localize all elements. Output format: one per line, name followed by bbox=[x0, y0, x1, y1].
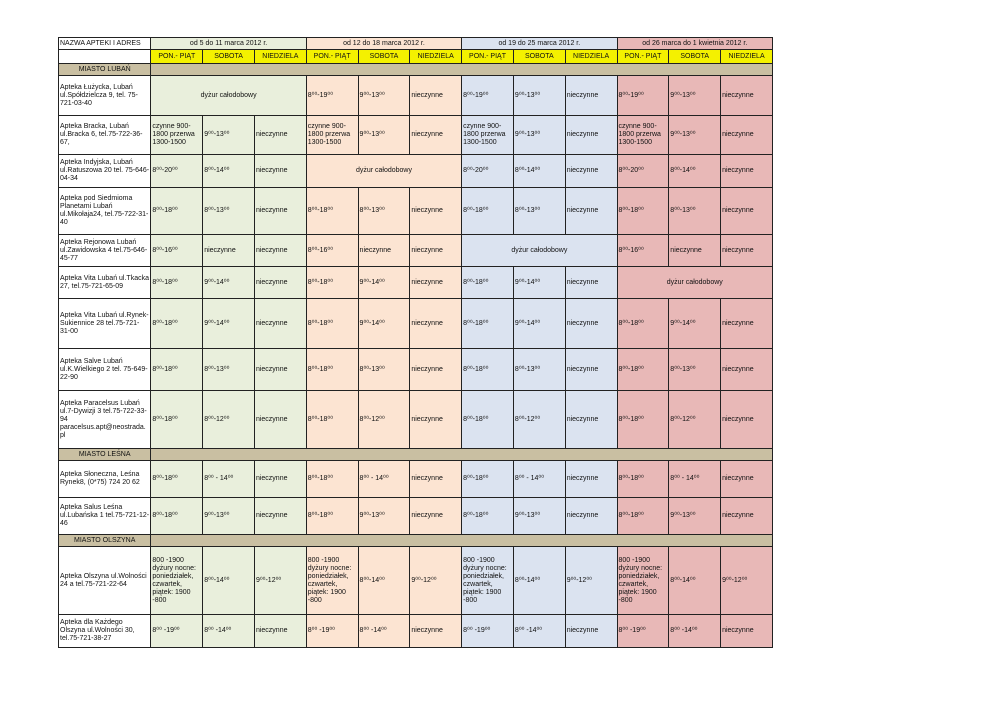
week-1-header: od 5 do 11 marca 2012 r. bbox=[151, 38, 306, 50]
hours-saturday-cell: 8⁰⁰-14⁰⁰ bbox=[203, 547, 255, 615]
hours-weekdays-cell: 8⁰⁰-18⁰⁰ bbox=[151, 349, 203, 391]
hours-sunday-cell: nieczynne bbox=[254, 349, 306, 391]
hours-sunday-cell: nieczynne bbox=[410, 391, 462, 449]
hours-sunday-cell: nieczynne bbox=[721, 188, 773, 235]
day-header-saturday: SOBOTA bbox=[358, 50, 410, 64]
hours-saturday-cell: 8⁰⁰-13⁰⁰ bbox=[513, 188, 565, 235]
hours-saturday-cell: 8⁰⁰-13⁰⁰ bbox=[669, 188, 721, 235]
week-4-header: od 26 marca do 1 kwietnia 2012 r. bbox=[617, 38, 772, 50]
hours-sunday-cell: nieczynne bbox=[410, 235, 462, 267]
hours-saturday-cell: 8⁰⁰ - 14⁰⁰ bbox=[669, 461, 721, 498]
hours-sunday-cell: nieczynne bbox=[254, 188, 306, 235]
city-section-row bbox=[59, 449, 773, 461]
hours-weekdays-cell: 8⁰⁰-19⁰⁰ bbox=[306, 76, 358, 116]
hours-saturday-cell: 9⁰⁰-13⁰⁰ bbox=[669, 76, 721, 116]
hours-saturday-cell: 8⁰⁰-13⁰⁰ bbox=[669, 349, 721, 391]
hours-sunday-cell: nieczynne bbox=[565, 155, 617, 188]
hours-saturday-cell: 8⁰⁰-13⁰⁰ bbox=[358, 188, 410, 235]
pharmacy-name-address: Apteka Vita Lubań ul.Tkacka 27, tel.75-721-65-09 bbox=[59, 267, 151, 299]
pharmacy-name-address: Apteka Łużycka, Lubań ul.Spółdzielcza 9, tel. 75-721-03-40 bbox=[59, 76, 151, 116]
hours-sunday-cell: nieczynne bbox=[721, 299, 773, 349]
pharmacy-row bbox=[59, 391, 773, 449]
duty-24h-cell: dyżur całodobowy bbox=[306, 155, 461, 188]
hours-saturday-cell: 8⁰⁰-13⁰⁰ bbox=[358, 349, 410, 391]
hours-sunday-cell: nieczynne bbox=[721, 76, 773, 116]
hours-weekdays-cell: 8⁰⁰-18⁰⁰ bbox=[617, 349, 669, 391]
hours-saturday-cell: 9⁰⁰-13⁰⁰ bbox=[513, 498, 565, 535]
city-name: MIASTO LUBAŃ bbox=[59, 64, 151, 76]
day-header-weekdays: PON.- PIĄT bbox=[617, 50, 669, 64]
hours-saturday-cell: 8⁰⁰-14⁰⁰ bbox=[358, 547, 410, 615]
hours-weekdays-cell: 8⁰⁰-18⁰⁰ bbox=[617, 461, 669, 498]
hours-weekdays-cell: 8⁰⁰-18⁰⁰ bbox=[462, 461, 514, 498]
hours-weekdays-cell: 8⁰⁰-18⁰⁰ bbox=[462, 498, 514, 535]
hours-sunday-cell: nieczynne bbox=[565, 76, 617, 116]
city-row-filler bbox=[151, 535, 773, 547]
hours-sunday-cell: nieczynne bbox=[410, 267, 462, 299]
hours-sunday-cell: nieczynne bbox=[410, 116, 462, 155]
week-2-header: od 12 do 18 marca 2012 r. bbox=[306, 38, 461, 50]
hours-sunday-cell: nieczynne bbox=[410, 188, 462, 235]
blank-header-cell bbox=[59, 50, 151, 64]
hours-saturday-cell: 8⁰⁰ - 14⁰⁰ bbox=[513, 461, 565, 498]
hours-saturday-cell: 8⁰⁰-13⁰⁰ bbox=[513, 349, 565, 391]
day-header-sunday: NIEDZIELA bbox=[254, 50, 306, 64]
pharmacy-row bbox=[59, 461, 773, 498]
hours-saturday-cell: 8⁰⁰ -14⁰⁰ bbox=[358, 615, 410, 648]
pharmacy-name-address: Apteka Salus Leśna ul.Lubańska 1 tel.75-721-12-46 bbox=[59, 498, 151, 535]
city-row-filler bbox=[151, 449, 773, 461]
pharmacy-name-address: Apteka Vita Lubań ul.Rynek- Sukiennice 28 tel.75-721-31-00 bbox=[59, 299, 151, 349]
hours-weekdays-cell: 8⁰⁰-20⁰⁰ bbox=[617, 155, 669, 188]
day-header-saturday: SOBOTA bbox=[669, 50, 721, 64]
hours-weekdays-cell: 8⁰⁰-16⁰⁰ bbox=[151, 235, 203, 267]
hours-saturday-cell: 8⁰⁰-12⁰⁰ bbox=[513, 391, 565, 449]
hours-weekdays-cell: 8⁰⁰-18⁰⁰ bbox=[151, 188, 203, 235]
hours-sunday-cell: nieczynne bbox=[721, 155, 773, 188]
hours-sunday-cell: nieczynne bbox=[565, 498, 617, 535]
hours-sunday-cell: nieczynne bbox=[410, 498, 462, 535]
hours-sunday-cell: nieczynne bbox=[410, 349, 462, 391]
hours-saturday-cell: 8⁰⁰-13⁰⁰ bbox=[203, 188, 255, 235]
hours-sunday-cell: nieczynne bbox=[410, 299, 462, 349]
hours-weekdays-cell: 8⁰⁰-18⁰⁰ bbox=[617, 498, 669, 535]
hours-weekdays-cell: 8⁰⁰-18⁰⁰ bbox=[306, 498, 358, 535]
pharmacy-row bbox=[59, 547, 773, 615]
hours-sunday-cell: nieczynne bbox=[410, 461, 462, 498]
pharmacy-name-address: Apteka Rejonowa Lubań ul.Zawidowska 4 tel.75-646-45-77 bbox=[59, 235, 151, 267]
day-header-weekdays: PON.- PIĄT bbox=[151, 50, 203, 64]
hours-sunday-cell: nieczynne bbox=[254, 461, 306, 498]
hours-weekdays-cell: czynne 900-1800 przerwa 1300-1500 bbox=[151, 116, 203, 155]
city-name: MIASTO OLSZYNA bbox=[59, 535, 151, 547]
name-column-header: NAZWA APTEKI I ADRES bbox=[59, 38, 151, 50]
hours-weekdays-cell: 8⁰⁰-18⁰⁰ bbox=[462, 349, 514, 391]
hours-weekdays-cell: 8⁰⁰ -19⁰⁰ bbox=[462, 615, 514, 648]
pharmacy-row bbox=[59, 267, 773, 299]
schedule-table bbox=[58, 37, 773, 648]
hours-weekdays-cell: czynne 900-1800 przerwa 1300-1500 bbox=[617, 116, 669, 155]
hours-sunday-cell: 9⁰⁰-12⁰⁰ bbox=[410, 547, 462, 615]
day-header-sunday: NIEDZIELA bbox=[565, 50, 617, 64]
hours-saturday-cell: 9⁰⁰-13⁰⁰ bbox=[358, 498, 410, 535]
hours-sunday-cell: nieczynne bbox=[721, 615, 773, 648]
day-header-saturday: SOBOTA bbox=[203, 50, 255, 64]
pharmacy-row bbox=[59, 498, 773, 535]
hours-weekdays-cell: 8⁰⁰-18⁰⁰ bbox=[306, 299, 358, 349]
hours-sunday-cell: nieczynne bbox=[721, 461, 773, 498]
duty-24h-cell: dyżur całodobowy bbox=[462, 235, 617, 267]
hours-weekdays-cell: 8⁰⁰-18⁰⁰ bbox=[617, 299, 669, 349]
hours-saturday-cell: 8⁰⁰-14⁰⁰ bbox=[669, 155, 721, 188]
hours-sunday-cell: nieczynne bbox=[565, 267, 617, 299]
hours-sunday-cell: nieczynne bbox=[410, 76, 462, 116]
hours-sunday-cell: nieczynne bbox=[565, 188, 617, 235]
day-header-weekdays: PON.- PIĄT bbox=[306, 50, 358, 64]
pharmacy-row bbox=[59, 116, 773, 155]
pharmacy-row bbox=[59, 615, 773, 648]
hours-saturday-cell: 8⁰⁰ - 14⁰⁰ bbox=[358, 461, 410, 498]
hours-saturday-cell: 8⁰⁰-14⁰⁰ bbox=[203, 155, 255, 188]
hours-saturday-cell: 9⁰⁰-14⁰⁰ bbox=[513, 299, 565, 349]
pharmacy-row bbox=[59, 349, 773, 391]
hours-weekdays-cell: 800 -1900 dyżury nocne: poniedziałek, czwartek, piątek: 1900 -800 bbox=[462, 547, 514, 615]
hours-weekdays-cell: 800 -1900 dyżury nocne: poniedziałek, czwartek, piątek: 1900 -800 bbox=[617, 547, 669, 615]
hours-weekdays-cell: 8⁰⁰-18⁰⁰ bbox=[306, 461, 358, 498]
hours-sunday-cell: nieczynne bbox=[565, 299, 617, 349]
hours-saturday-cell: 8⁰⁰ - 14⁰⁰ bbox=[203, 461, 255, 498]
hours-weekdays-cell: 8⁰⁰-20⁰⁰ bbox=[462, 155, 514, 188]
hours-saturday-cell: 8⁰⁰-12⁰⁰ bbox=[669, 391, 721, 449]
hours-saturday-cell: nieczynne bbox=[358, 235, 410, 267]
hours-weekdays-cell: czynne 900-1800 przerwa 1300-1500 bbox=[462, 116, 514, 155]
hours-saturday-cell: 9⁰⁰-14⁰⁰ bbox=[203, 267, 255, 299]
hours-saturday-cell: 9⁰⁰-13⁰⁰ bbox=[203, 498, 255, 535]
hours-weekdays-cell: 8⁰⁰-19⁰⁰ bbox=[462, 76, 514, 116]
hours-sunday-cell: nieczynne bbox=[254, 299, 306, 349]
hours-weekdays-cell: 8⁰⁰-18⁰⁰ bbox=[151, 461, 203, 498]
hours-sunday-cell: nieczynne bbox=[254, 615, 306, 648]
hours-saturday-cell: 8⁰⁰-13⁰⁰ bbox=[203, 349, 255, 391]
hours-sunday-cell: nieczynne bbox=[254, 235, 306, 267]
hours-sunday-cell: 9⁰⁰-12⁰⁰ bbox=[721, 547, 773, 615]
pharmacy-row bbox=[59, 155, 773, 188]
day-header-sunday: NIEDZIELA bbox=[721, 50, 773, 64]
hours-weekdays-cell: 8⁰⁰-18⁰⁰ bbox=[306, 188, 358, 235]
pharmacy-name-address: Apteka Olszyna ul.Wolności 24 a tel.75-721-22-64 bbox=[59, 547, 151, 615]
hours-saturday-cell: 9⁰⁰-14⁰⁰ bbox=[358, 299, 410, 349]
hours-sunday-cell: 9⁰⁰-12⁰⁰ bbox=[565, 547, 617, 615]
hours-saturday-cell: 9⁰⁰-14⁰⁰ bbox=[669, 299, 721, 349]
schedule-body bbox=[59, 64, 773, 648]
hours-weekdays-cell: 8⁰⁰-18⁰⁰ bbox=[462, 299, 514, 349]
hours-saturday-cell: 8⁰⁰-14⁰⁰ bbox=[669, 547, 721, 615]
hours-weekdays-cell: 8⁰⁰-18⁰⁰ bbox=[306, 391, 358, 449]
hours-sunday-cell: nieczynne bbox=[721, 349, 773, 391]
hours-saturday-cell: 9⁰⁰-13⁰⁰ bbox=[513, 116, 565, 155]
hours-weekdays-cell: 800 -1900 dyżury nocne: poniedziałek, czwartek, piątek: 1900 -800 bbox=[151, 547, 203, 615]
pharmacy-row bbox=[59, 76, 773, 116]
hours-sunday-cell: nieczynne bbox=[721, 391, 773, 449]
day-header-saturday: SOBOTA bbox=[513, 50, 565, 64]
hours-weekdays-cell: 8⁰⁰-18⁰⁰ bbox=[151, 498, 203, 535]
hours-weekdays-cell: 8⁰⁰-18⁰⁰ bbox=[462, 188, 514, 235]
hours-saturday-cell: 9⁰⁰-13⁰⁰ bbox=[513, 76, 565, 116]
hours-saturday-cell: 9⁰⁰-13⁰⁰ bbox=[358, 116, 410, 155]
hours-saturday-cell: 8⁰⁰-14⁰⁰ bbox=[513, 155, 565, 188]
pharmacy-name-address: Apteka Słoneczna, Leśna Rynek8, (0*75) 724 20 62 bbox=[59, 461, 151, 498]
hours-saturday-cell: 9⁰⁰-13⁰⁰ bbox=[203, 116, 255, 155]
pharmacy-name-address: Apteka dla Każdego Olszyna ul.Wolności 30, tel.75-721-38-27 bbox=[59, 615, 151, 648]
hours-saturday-cell: nieczynne bbox=[203, 235, 255, 267]
duty-24h-cell: dyżur całodobowy bbox=[617, 267, 772, 299]
duty-24h-cell: dyżur całodobowy bbox=[151, 76, 306, 116]
hours-sunday-cell: 9⁰⁰-12⁰⁰ bbox=[254, 547, 306, 615]
hours-weekdays-cell: 8⁰⁰-20⁰⁰ bbox=[151, 155, 203, 188]
hours-sunday-cell: nieczynne bbox=[565, 349, 617, 391]
hours-saturday-cell: 8⁰⁰-12⁰⁰ bbox=[358, 391, 410, 449]
hours-weekdays-cell: 8⁰⁰ -19⁰⁰ bbox=[306, 615, 358, 648]
hours-weekdays-cell: 8⁰⁰-18⁰⁰ bbox=[617, 391, 669, 449]
hours-saturday-cell: 8⁰⁰-12⁰⁰ bbox=[203, 391, 255, 449]
week-header-row bbox=[59, 38, 773, 50]
hours-sunday-cell: nieczynne bbox=[254, 391, 306, 449]
city-section-row bbox=[59, 64, 773, 76]
pharmacy-row bbox=[59, 188, 773, 235]
hours-sunday-cell: nieczynne bbox=[721, 116, 773, 155]
hours-sunday-cell: nieczynne bbox=[254, 116, 306, 155]
hours-weekdays-cell: 8⁰⁰-19⁰⁰ bbox=[617, 76, 669, 116]
hours-weekdays-cell: 8⁰⁰-18⁰⁰ bbox=[151, 267, 203, 299]
hours-weekdays-cell: 800 -1900 dyżury nocne: poniedziałek, czwartek, piątek: 1900 -800 bbox=[306, 547, 358, 615]
pharmacy-row bbox=[59, 299, 773, 349]
hours-sunday-cell: nieczynne bbox=[254, 267, 306, 299]
hours-saturday-cell: 9⁰⁰-14⁰⁰ bbox=[203, 299, 255, 349]
hours-weekdays-cell: czynne 900-1800 przerwa 1300-1500 bbox=[306, 116, 358, 155]
hours-saturday-cell: 9⁰⁰-14⁰⁰ bbox=[358, 267, 410, 299]
city-row-filler bbox=[151, 64, 773, 76]
hours-weekdays-cell: 8⁰⁰-16⁰⁰ bbox=[617, 235, 669, 267]
hours-weekdays-cell: 8⁰⁰-16⁰⁰ bbox=[306, 235, 358, 267]
hours-saturday-cell: 9⁰⁰-13⁰⁰ bbox=[669, 116, 721, 155]
hours-weekdays-cell: 8⁰⁰-18⁰⁰ bbox=[151, 391, 203, 449]
hours-weekdays-cell: 8⁰⁰-18⁰⁰ bbox=[306, 267, 358, 299]
hours-sunday-cell: nieczynne bbox=[254, 155, 306, 188]
hours-saturday-cell: 9⁰⁰-13⁰⁰ bbox=[358, 76, 410, 116]
hours-saturday-cell: 9⁰⁰-13⁰⁰ bbox=[669, 498, 721, 535]
hours-saturday-cell: 8⁰⁰-14⁰⁰ bbox=[513, 547, 565, 615]
hours-sunday-cell: nieczynne bbox=[565, 615, 617, 648]
day-header-sunday: NIEDZIELA bbox=[410, 50, 462, 64]
hours-saturday-cell: 8⁰⁰ -14⁰⁰ bbox=[513, 615, 565, 648]
pharmacy-name-address: Apteka Paracelsus Lubań ul.7-Dywizji 3 tel.75-722-33-94 paracelsus.apt@neostrada.pl bbox=[59, 391, 151, 449]
pharmacy-name-address: Apteka pod Siedmioma Planetami Lubań ul.Mikołaja24, tel.75-722-31-40 bbox=[59, 188, 151, 235]
pharmacy-row bbox=[59, 235, 773, 267]
hours-weekdays-cell: 8⁰⁰-18⁰⁰ bbox=[617, 188, 669, 235]
hours-sunday-cell: nieczynne bbox=[565, 461, 617, 498]
hours-weekdays-cell: 8⁰⁰ -19⁰⁰ bbox=[151, 615, 203, 648]
hours-sunday-cell: nieczynne bbox=[565, 391, 617, 449]
hours-weekdays-cell: 8⁰⁰ -19⁰⁰ bbox=[617, 615, 669, 648]
hours-weekdays-cell: 8⁰⁰-18⁰⁰ bbox=[151, 299, 203, 349]
hours-sunday-cell: nieczynne bbox=[721, 498, 773, 535]
hours-saturday-cell: 8⁰⁰ -14⁰⁰ bbox=[203, 615, 255, 648]
hours-sunday-cell: nieczynne bbox=[254, 498, 306, 535]
day-header-weekdays: PON.- PIĄT bbox=[462, 50, 514, 64]
hours-sunday-cell: nieczynne bbox=[721, 235, 773, 267]
pharmacy-name-address: Apteka Salve Lubań ul.K.Wielkiego 2 tel. 75-649-22-90 bbox=[59, 349, 151, 391]
day-header-row bbox=[59, 50, 773, 64]
city-name: MIASTO LEŚNA bbox=[59, 449, 151, 461]
hours-saturday-cell: 8⁰⁰ -14⁰⁰ bbox=[669, 615, 721, 648]
hours-sunday-cell: nieczynne bbox=[410, 615, 462, 648]
week-3-header: od 19 do 25 marca 2012 r. bbox=[462, 38, 617, 50]
hours-weekdays-cell: 8⁰⁰-18⁰⁰ bbox=[306, 349, 358, 391]
hours-sunday-cell: nieczynne bbox=[565, 116, 617, 155]
hours-weekdays-cell: 8⁰⁰-18⁰⁰ bbox=[462, 391, 514, 449]
city-section-row bbox=[59, 535, 773, 547]
pharmacy-name-address: Apteka Indyjska, Lubań ul.Ratuszowa 20 tel. 75-646-04-34 bbox=[59, 155, 151, 188]
hours-saturday-cell: nieczynne bbox=[669, 235, 721, 267]
hours-weekdays-cell: 8⁰⁰-18⁰⁰ bbox=[462, 267, 514, 299]
hours-saturday-cell: 9⁰⁰-14⁰⁰ bbox=[513, 267, 565, 299]
pharmacy-name-address: Apteka Bracka, Lubań ul.Bracka 6, tel.75-722-36-67, bbox=[59, 116, 151, 155]
